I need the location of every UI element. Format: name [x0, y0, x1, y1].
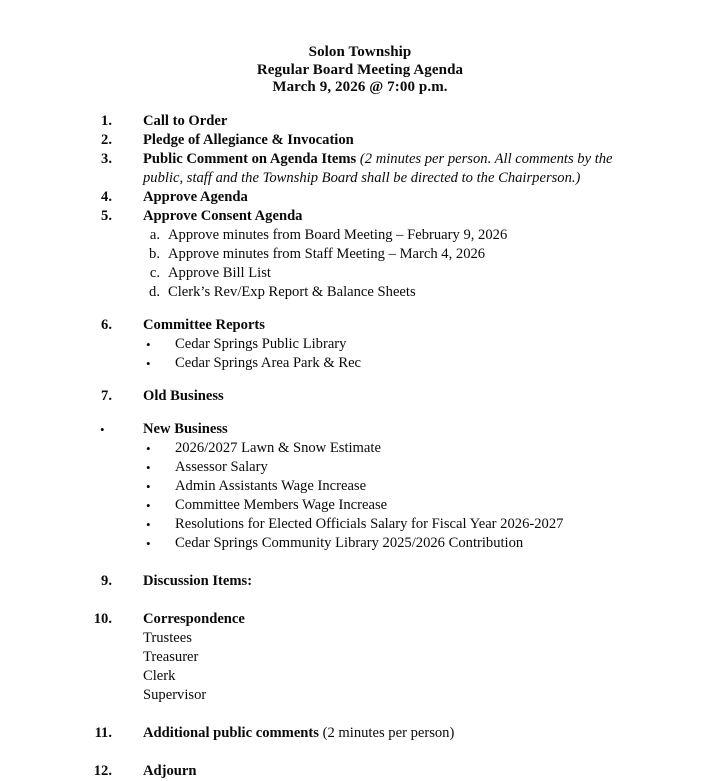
agenda-subitem — [0, 477, 720, 496]
agenda-item-number: 1. — [101, 113, 112, 129]
agenda-subitem-label: Committee Members Wage Increase — [175, 497, 388, 513]
agenda-subitem-label: Trustees — [143, 630, 192, 646]
agenda-subitem — [0, 226, 720, 245]
agenda-item-number: 7. — [101, 388, 112, 404]
agenda-item-label: Committee Reports — [143, 317, 265, 333]
agenda-item-approve-consent-agenda — [0, 207, 720, 226]
bullet-icon: • — [100, 422, 105, 437]
agenda-subitem — [0, 629, 720, 648]
spacer — [0, 743, 720, 762]
bullet-icon: • — [146, 356, 151, 371]
agenda-subitem-label: Assessor Salary — [175, 459, 268, 475]
agenda-item-old-business — [0, 387, 720, 406]
agenda-item-label: Old Business — [143, 388, 224, 404]
document-header — [0, 44, 720, 97]
agenda-subitem-label: Cedar Springs Community Library 2025/2026 Contribution — [175, 535, 524, 551]
agenda-item-note: (2 minutes per person. All comments by the — [359, 151, 613, 167]
agenda-item-label-group — [143, 150, 720, 188]
agenda-subitem-letter: d. — [149, 284, 160, 300]
agenda-item-number: 10. — [93, 611, 112, 627]
bullet-icon: • — [146, 460, 151, 475]
agenda-subitem-letter: a. — [149, 227, 160, 243]
bullet-icon: • — [146, 479, 151, 494]
agenda-item-label: Approve Consent Agenda — [143, 208, 303, 224]
agenda-subitem-label: Resolutions for Elected Officials Salary for Fiscal Year 2026-2027 — [175, 516, 564, 532]
agenda-subitem-letter: c. — [149, 265, 160, 281]
agenda-subitem-label: Admin Assistants Wage Increase — [175, 478, 367, 494]
agenda-item-adjourn — [0, 762, 720, 781]
agenda-item-additional-public-comments — [0, 724, 720, 743]
agenda-item-number: 6. — [101, 317, 112, 333]
agenda-subitem — [0, 534, 720, 553]
agenda-item-number: 5. — [101, 208, 112, 224]
agenda-subitem-label: Cedar Springs Public Library — [175, 336, 347, 352]
agenda-item-label: Correspondence — [143, 611, 245, 627]
agenda-subitem-label: 2026/2027 Lawn & Snow Estimate — [175, 440, 381, 456]
agenda-item-label: Public Comment on Agenda Items — [143, 151, 357, 167]
agenda-subitem-label: Clerk’s Rev/Exp Report & Balance Sheets — [168, 284, 416, 300]
agenda-item-public-comment — [0, 150, 720, 188]
agenda-subitem-label: Approve Bill List — [168, 265, 271, 281]
agenda-subitem — [0, 515, 720, 534]
agenda-item-committee-reports — [0, 316, 720, 335]
meeting-type: Regular Board Meeting Agenda — [256, 61, 464, 78]
agenda-item-note-continued: public, staff and the Township Board shall be directed to the Chairperson.) — [143, 170, 581, 186]
agenda-subitem — [0, 667, 720, 686]
bullet-icon: • — [146, 498, 151, 513]
agenda-item-label: New Business — [143, 421, 228, 437]
agenda-subitem-label: Clerk — [143, 668, 176, 684]
agenda-item-number: 4. — [101, 189, 112, 205]
agenda-subitem-label: Approve minutes from Board Meeting – February 9, 2026 — [168, 227, 508, 243]
agenda-item-discussion-items — [0, 572, 720, 591]
agenda-item-number: 11. — [94, 725, 112, 741]
agenda-subitem — [0, 283, 720, 302]
agenda-item-correspondence — [0, 610, 720, 629]
agenda-item-label: Approve Agenda — [143, 189, 248, 205]
bullet-icon: • — [146, 517, 151, 532]
agenda-item-call-to-order — [0, 112, 720, 131]
agenda-item-label: Discussion Items: — [143, 573, 253, 589]
agenda-subitem — [0, 458, 720, 477]
agenda-item-approve-agenda — [0, 188, 720, 207]
agenda-subitem — [0, 496, 720, 515]
meeting-datetime: March 9, 2026 @ 7:00 p.m. — [272, 79, 448, 95]
agenda-item-label: Pledge of Allegiance & Invocation — [143, 132, 354, 148]
agenda-subitem — [0, 439, 720, 458]
agenda-item-number: 2. — [101, 132, 112, 148]
agenda-item-label: Call to Order — [143, 113, 228, 129]
agenda-item-number: 3. — [101, 151, 112, 167]
agenda-subitem-label: Cedar Springs Area Park & Rec — [175, 355, 362, 371]
agenda-subitem-letter: b. — [149, 246, 160, 262]
agenda-subitem-label: Approve minutes from Staff Meeting – March 4, 2026 — [168, 246, 486, 262]
agenda-item-pledge-of-allegiance — [0, 131, 720, 150]
agenda-subitem-label: Treasurer — [143, 649, 199, 665]
bullet-icon: • — [146, 441, 151, 456]
agenda-item-number: 9. — [101, 573, 112, 589]
agenda-list — [0, 112, 720, 781]
spacer — [0, 591, 720, 610]
agenda-subitem — [0, 686, 720, 705]
agenda-subitem — [0, 335, 720, 354]
spacer — [0, 406, 720, 420]
agenda-item-label-group — [143, 724, 720, 743]
township-name: Solon Township — [308, 44, 412, 60]
spacer — [0, 553, 720, 572]
agenda-subitem — [0, 648, 720, 667]
agenda-subitem — [0, 245, 720, 264]
bullet-icon: • — [146, 536, 151, 551]
spacer — [0, 705, 720, 724]
agenda-item-note: (2 minutes per person) — [322, 725, 455, 741]
agenda-subitem — [0, 264, 720, 283]
agenda-item-label: Additional public comments — [143, 725, 319, 741]
agenda-subitem — [0, 354, 720, 373]
bullet-icon: • — [146, 337, 151, 352]
agenda-item-number: 12. — [93, 763, 112, 779]
agenda-subitem-label: Supervisor — [143, 687, 207, 703]
agenda-item-label: Adjourn — [143, 763, 197, 779]
spacer — [0, 302, 720, 316]
spacer — [0, 373, 720, 387]
agenda-item-new-business — [0, 420, 720, 439]
